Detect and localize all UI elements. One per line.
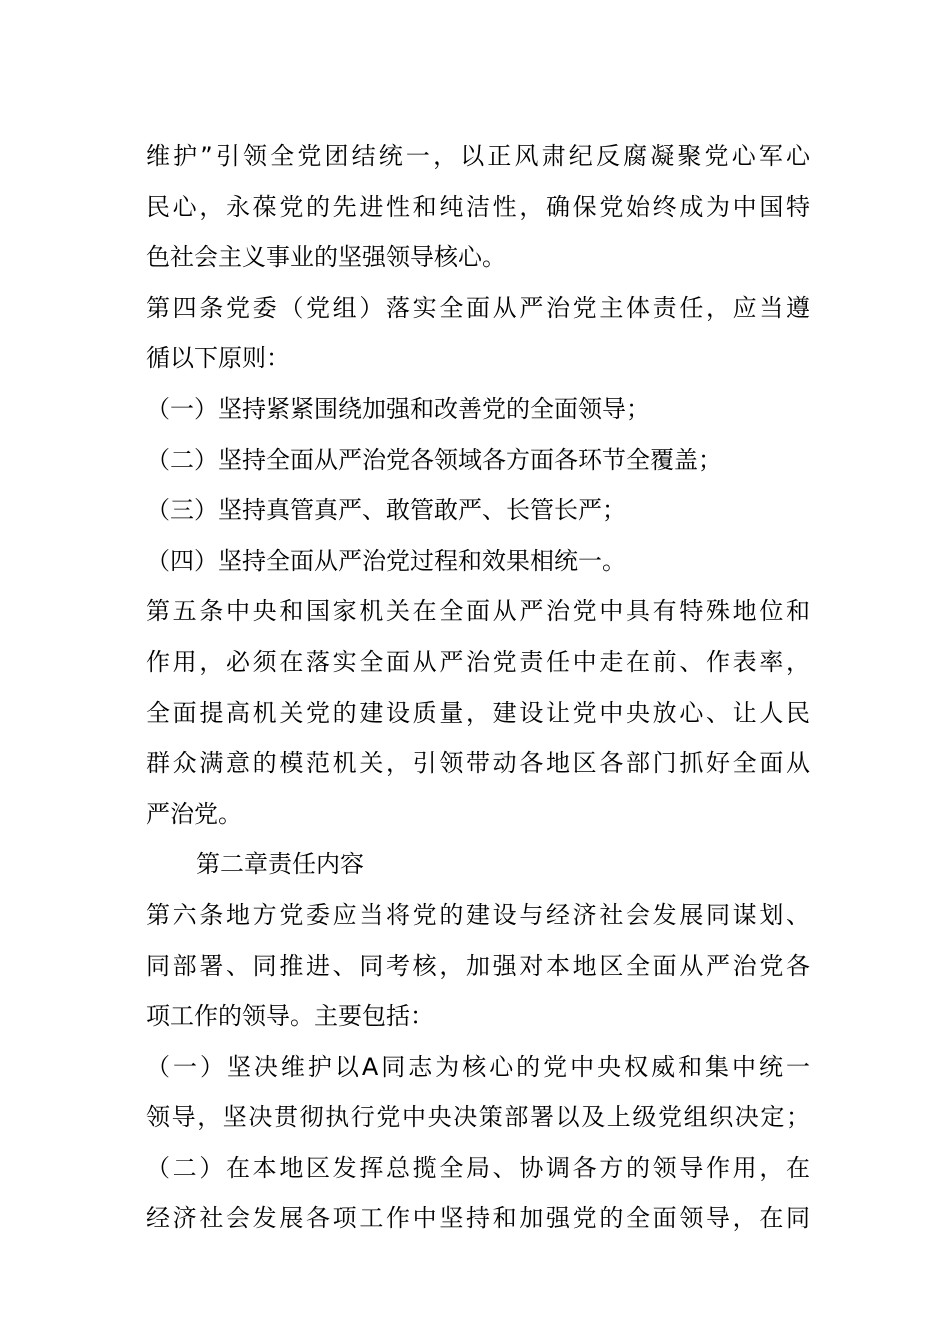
text-line: 群众满意的模范机关，引领带动各地区各部门抓好全面从 — [146, 749, 810, 778]
list-item: （二）在本地区发挥总揽全局、协调各方的领导作用，在 — [146, 1153, 810, 1182]
text-line: 作用，必须在落实全面从严治党责任中走在前、作表率， — [146, 647, 810, 676]
text-line: 领导，坚决贯彻执行党中央决策部署以及上级党组织决定； — [146, 1103, 810, 1132]
text-line: 色社会主义事业的坚强领导核心。 — [146, 243, 506, 272]
list-item: （一）坚决维护以A同志为核心的党中央权威和集中统一 — [146, 1052, 810, 1081]
text-line: 严治党。 — [146, 799, 242, 828]
document-page — [146, 131, 810, 1244]
list-item: （一）坚持紧紧围绕加强和改善党的全面领导； — [146, 394, 650, 423]
text-line: 循以下原则： — [146, 344, 290, 373]
chapter-heading: 第二章责任内容 — [196, 850, 364, 879]
list-item: （三）坚持真管真严、敢管敢严、长管长严； — [146, 496, 626, 525]
text-line: 经济社会发展各项工作中坚持和加强党的全面领导，在同 — [146, 1204, 810, 1233]
text-line: 同部署、同推进、同考核，加强对本地区全面从严治党各 — [146, 951, 810, 980]
article-4-heading: 第四条党委（党组）落实全面从严治党主体责任，应当遵 — [146, 293, 810, 322]
text-line: 维护”引领全党团结统一，以正风肃纪反腐凝聚党心军心 — [146, 142, 810, 170]
text-line: 全面提高机关党的建设质量，建设让党中央放心、让人民 — [146, 698, 810, 727]
list-item: （二）坚持全面从严治党各领域各方面各环节全覆盖； — [146, 445, 722, 474]
article-6-heading: 第六条地方党委应当将党的建设与经济社会发展同谋划、 — [146, 900, 810, 929]
article-5-heading: 第五条中央和国家机关在全面从严治党中具有特殊地位和 — [146, 597, 810, 626]
text-line: 项工作的领导。主要包括： — [146, 1002, 434, 1031]
text-line: 民心，永葆党的先进性和纯洁性，确保党始终成为中国特 — [146, 192, 810, 221]
list-item: （四）坚持全面从严治党过程和效果相统一。 — [146, 546, 626, 575]
